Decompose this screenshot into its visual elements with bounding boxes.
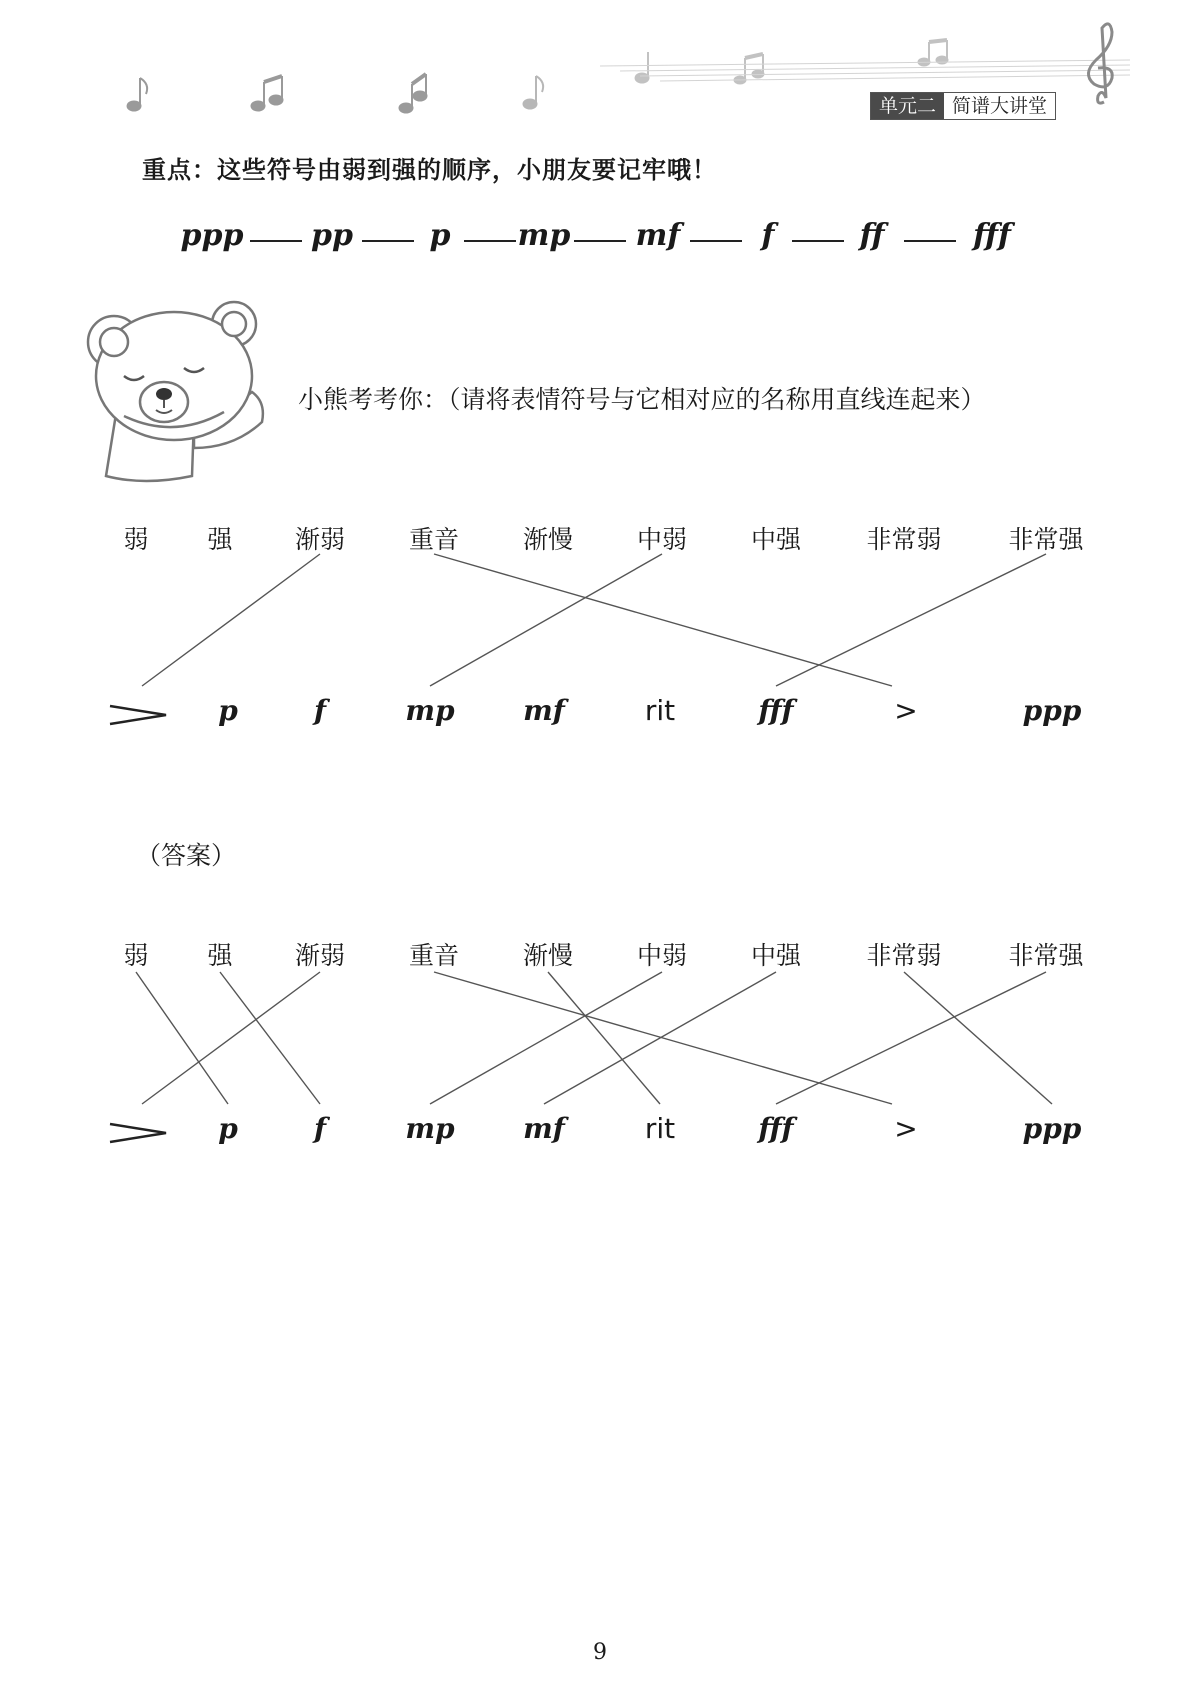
sequence-item: mp <box>517 218 571 253</box>
name-label: 强 <box>207 941 233 970</box>
symbol-label: mp <box>405 694 455 727</box>
sequence-dash <box>574 240 626 242</box>
treble-clef-icon <box>1088 24 1112 103</box>
symbol-label: p <box>218 694 238 727</box>
symbol-label: fff <box>758 1112 794 1145</box>
symbol-label: ppp <box>1022 1112 1082 1145</box>
quiz-prompt: 小熊考考你：（请将表情符号与它相对应的名称用直线连起来） <box>298 385 986 414</box>
symbol-label: fff <box>758 694 794 727</box>
symbol-label: rit <box>644 1112 676 1145</box>
connection-line <box>904 972 1052 1104</box>
sequence-dash <box>792 240 844 242</box>
symbol-label: mf <box>523 1112 565 1145</box>
name-label: 重音 <box>408 525 460 554</box>
sequence-item: p <box>429 218 451 253</box>
sequence-item: mf <box>635 218 681 253</box>
symbol-label: rit <box>644 694 676 727</box>
name-label: 中弱 <box>636 941 688 970</box>
name-label: 渐慢 <box>522 941 574 970</box>
symbol-label: ppp <box>1022 694 1082 727</box>
connection-line <box>430 972 662 1104</box>
connection-line <box>430 554 662 686</box>
sequence-dash <box>904 240 956 242</box>
name-label: 渐慢 <box>522 525 574 554</box>
name-label: 中强 <box>750 525 802 554</box>
music-note-icon <box>635 52 649 83</box>
unit-title: 简谱大讲堂 <box>944 93 1055 119</box>
name-label: 渐弱 <box>294 525 346 554</box>
decrescendo-symbol <box>108 1120 170 1146</box>
name-label: 弱 <box>123 941 149 970</box>
unit-label: 单元二 <box>871 93 944 119</box>
connection-line <box>776 554 1046 686</box>
connection-line <box>548 972 660 1104</box>
name-label: 重音 <box>408 941 460 970</box>
name-label: 非常强 <box>1008 525 1084 554</box>
symbol-label: mf <box>523 694 565 727</box>
symbol-label: f <box>313 1112 327 1145</box>
connection-line <box>136 972 228 1104</box>
keypoint-text: 重点：这些符号由弱到强的顺序，小朋友要记牢哦！ <box>142 156 717 184</box>
name-label: 弱 <box>123 525 149 554</box>
music-note-icon <box>127 78 147 111</box>
name-label: 渐弱 <box>294 941 346 970</box>
sequence-dash <box>362 240 414 242</box>
symbol-label: f <box>313 694 327 727</box>
decrescendo-symbol <box>108 702 170 728</box>
connection-line <box>142 554 320 686</box>
name-label: 非常弱 <box>866 525 942 554</box>
sequence-item: f <box>761 218 775 253</box>
name-label: 中强 <box>750 941 802 970</box>
sequence-item: pp <box>311 218 353 253</box>
connection-line <box>434 972 892 1104</box>
connection-line <box>544 972 776 1104</box>
sequence-item: fff <box>973 218 1011 253</box>
sequence-item: ff <box>859 218 885 253</box>
music-note-icon <box>399 74 427 113</box>
connection-line <box>220 972 320 1104</box>
sequence-dash <box>690 240 742 242</box>
connection-line <box>142 972 320 1104</box>
sequence-dash <box>464 240 516 242</box>
symbol-label: p <box>218 1112 238 1145</box>
connection-line <box>776 972 1046 1104</box>
bear-illustration <box>84 298 284 488</box>
exercise-connection-lines <box>0 540 1200 740</box>
sequence-item: ppp <box>180 218 244 253</box>
answer-heading: （答案） <box>136 841 237 870</box>
music-note-icon <box>251 76 283 111</box>
sequence-dash <box>250 240 302 242</box>
name-label: 强 <box>207 525 233 554</box>
symbol-label: mp <box>405 1112 455 1145</box>
answer-connection-lines <box>0 958 1200 1158</box>
symbol-label: > <box>894 1112 918 1145</box>
symbol-label: > <box>894 694 918 727</box>
name-label: 非常强 <box>1008 941 1084 970</box>
connection-line <box>434 554 892 686</box>
name-label: 非常弱 <box>866 941 942 970</box>
name-label: 中弱 <box>636 525 688 554</box>
music-note-icon <box>523 76 543 109</box>
page-number: 9 <box>593 1640 607 1665</box>
unit-badge <box>870 92 1056 120</box>
